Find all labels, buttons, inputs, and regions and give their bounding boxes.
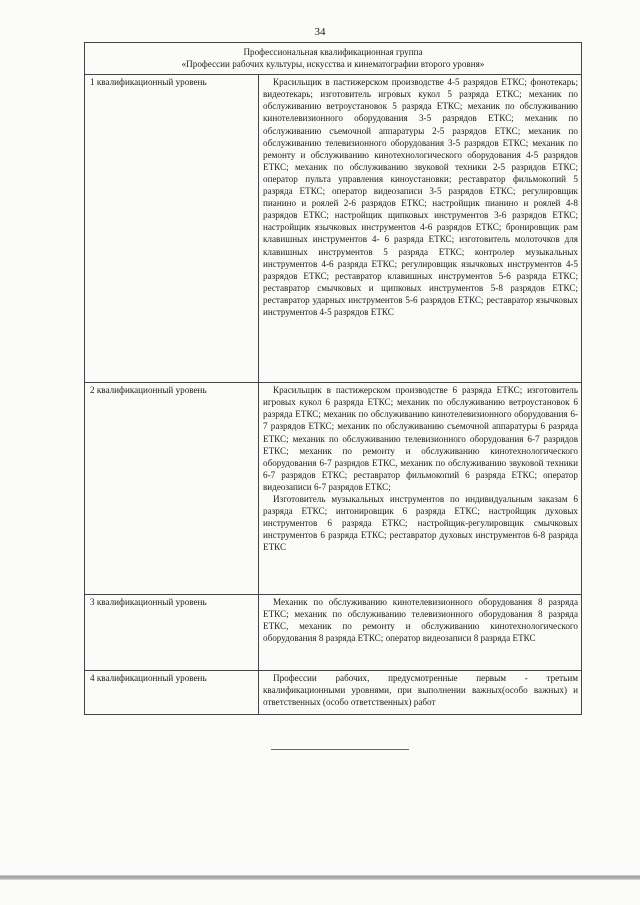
group-title-line-1: Профессиональная квалификационная группа — [243, 47, 423, 57]
table-header-row — [85, 43, 582, 75]
group-title-line-2: «Профессии рабочих культуры, искусства и кинематографии второго уровня» — [181, 59, 485, 70]
professions-paragraph: Изготовитель музыкальных инструментов по индивидуальным заказам 6 разряда ЕТКС; интонировщик 6 разряда ЕТКС; настройщик духовых инструментов 6 разряда ЕТКС; настройщик-регулировщик смычковых инструментов 6 разряда ЕТКС; реставратор духовых инструментов 6-8 разряда ЕТКС — [263, 494, 578, 553]
page-number: 34 — [314, 26, 326, 38]
level-professions — [259, 75, 582, 383]
table-row-level-4 — [85, 671, 582, 715]
professions-paragraph: Красильщик в пастижерском производстве 6 разряда ЕТКС; изготовитель игровых кукол 6 разряда ЕТКС; механик по обслуживанию ветроустановок 6 разряда ЕТКС; механик по обслуживанию кинотелевизионного оборудования 6-7 разрядов ЕТКС; механик по обслуживанию съемочной аппаратуры 6 разряда ЕТКС; механик по обслуживанию телевизионного оборудования 6-7 разрядов ЕТКС; механик по ремонту и обслуживанию кинотехнологического оборудования 6-7 разрядов ЕТКС, механик по обслуживанию звуковой техники 6-7 разрядов ЕТКС; реставратор фильмокопий 6 разряда ЕТКС; оператор видеозаписи 6-7 разрядов ЕТКС; — [263, 385, 578, 492]
table-row-level-3 — [85, 595, 582, 671]
scan-edge-line — [0, 875, 640, 880]
table-row-level-2 — [85, 383, 582, 595]
professions-paragraph: Красильщик в пастижерском производстве 4-5 разрядов ЕТКС; фонотекарь; видеотекарь; изготовитель игровых кукол 5 разряда ЕТКС; механик по обслуживанию ветроустановок 5 разряда ЕТКС; механик по обслуживанию кинотелевизионного оборудования 3-5 разрядов ЕТКС; механик по обслуживанию съемочной аппаратуры 2-5 разрядов ЕТКС; механик по обслуживанию телевизионного оборудования 3-5 разрядов ЕТКС; механик по ремонту и обслуживанию кинотехнологического оборудования 4-5 разрядов ЕТКС; механик по обслуживанию звуковой техники 2-5 разрядов ЕТКС; оператор пульта управления киноустановки; реставратор фильмокопий 5 разряда ЕТКС; оператор видеозаписи 3-5 разрядов ЕТКС; регулировщик пианино и роялей 2-6 разрядов ЕТКС; настройщик пианино и роялей 4-8 разрядов ЕТКС; настройщик щипковых инструментов 3-6 разрядов ЕТКС; настройщик язычковых инструментов 4-6 разрядов ЕТКС; бронировщик рам клавишных инструментов 4- 6 разряда ЕТКС; изготовитель молоточков для клавишных инструментов 5 разряда ЕТКС; контролер музыкальных инструментов 4-6 разряда ЕТКС; регулировщик язычковых инструментов 4-5 разрядов ЕТКС; реставратор клавишных инструментов 5-6 разряда ЕТКС; реставратор смычковых и щипковых инструментов 5-8 разрядов ЕТКС; реставратор ударных инструментов 5-6 разрядов ЕТКС; реставратор язычковых инструментов 4-5 разрядов ЕТКС — [263, 77, 578, 317]
qualification-table — [84, 42, 582, 715]
professions-paragraph: Механик по обслуживанию кинотелевизионного оборудования 8 разряда ЕТКС; механик по обслуживанию телевизионного оборудования 8 разряда ЕТКС, механик по ремонту и обслуживанию кинотехнологического оборудования 8 разряда ЕТКС; оператор видеозаписи 8 разряда ЕТКС — [263, 597, 578, 644]
group-title — [85, 43, 582, 75]
level-name: 4 квалификационный уровень — [85, 671, 259, 715]
professions-paragraph: Профессии рабочих, предусмотренные первым - третьим квалификационными уровнями, при выполнении важных(особо важных) и ответственных (особо ответственных) работ — [263, 673, 578, 708]
level-professions — [259, 595, 582, 671]
level-professions — [259, 671, 582, 715]
footnote-divider — [271, 749, 409, 750]
level-name: 3 квалификационный уровень — [85, 595, 259, 671]
level-name: 1 квалификационный уровень — [85, 75, 259, 383]
level-professions — [259, 383, 582, 595]
level-name: 2 квалификационный уровень — [85, 383, 259, 595]
table-row-level-1 — [85, 75, 582, 383]
